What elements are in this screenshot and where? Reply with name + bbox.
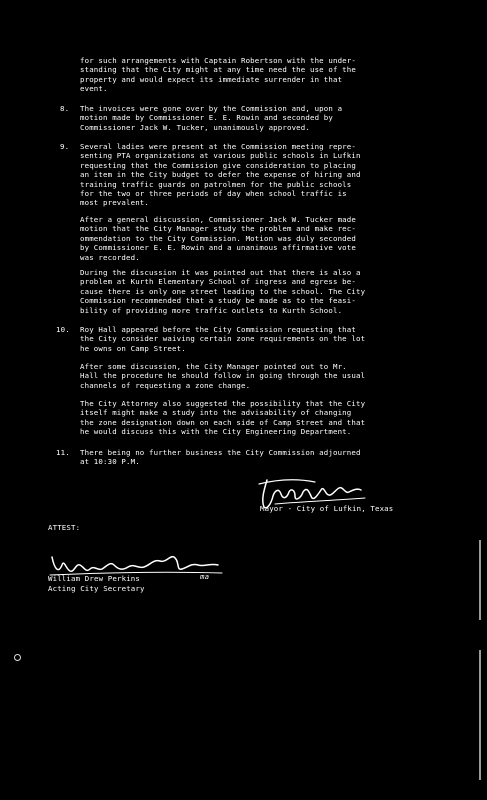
item-10-text: Roy Hall appeared before the City Commission requesting that the City consider waiving certain zone requirements on the lot he owns on Camp Street. (80, 325, 366, 353)
item-10-paragraph-3: The City Attorney also suggested the possibility that the City itself might make a study into the advisability of changing the zone designation down on each side of Camp Street and that he would discuss this with the City Engineering Department. (80, 399, 366, 437)
secretary-initials: ma (200, 572, 210, 581)
scan-edge-mark (479, 650, 481, 780)
mayor-title: Mayor - City of Lufkin, Texas (260, 504, 394, 513)
continued-paragraph: for such arrangements with Captain Robertson with the under- standing that the City might at any time need the use of the property and would expect its immediate surrender in that event. (80, 56, 356, 94)
scan-edge-mark (479, 540, 481, 620)
item-8-number: 8. (60, 104, 70, 113)
item-8-text: The invoices were gone over by the Commission and, upon a motion made by Commissioner E. E. Rowin and seconded by Commissioner Jack W. Tucker, unanimously approved. (80, 104, 343, 132)
item-11-number: 11. (56, 448, 70, 457)
item-9-paragraph-2: After a general discussion, Commissioner Jack W. Tucker made motion that the City Manager study the problem and make rec- ommendation to the City Commission. Motion was duly seconded by Commissioner E. E. Rowin and a unanimous affirmative vote was recorded. (80, 215, 356, 262)
item-9-text: Several ladies were present at the Commission meeting repre- senting PTA organizations at various public schools in Lufkin requesting that the Commission give consideration to placing an item in the City budget to defer the expense of hiring and training traffic guards on patrolmen for the public schools for the two or three periods of day when school traffic is most prevalent. (80, 142, 361, 208)
item-9-number: 9. (60, 142, 70, 151)
item-9-paragraph-3: During the discussion it was pointed out that there is also a problem at Kurth Elementary School of ingress and egress be- cause there is only one street leading to the school. The City Commission recommended that a study be made as to the feasi- bility of providing more traffic outlets to Kurth School. (80, 268, 366, 315)
item-10-number: 10. (56, 325, 70, 334)
secretary-name: William Drew Perkins (48, 574, 140, 583)
item-10-paragraph-2: After some discussion, the City Manager pointed out to Mr. Hall the procedure he should follow in going through the usual channels of requesting a zone change. (80, 362, 366, 390)
item-11-text: There being no further business the City Commission adjourned at 10:30 P.M. (80, 448, 361, 467)
attest-label: ATTEST: (48, 523, 81, 532)
punch-hole-mark (14, 654, 21, 661)
secretary-title: Acting City Secretary (48, 584, 145, 593)
